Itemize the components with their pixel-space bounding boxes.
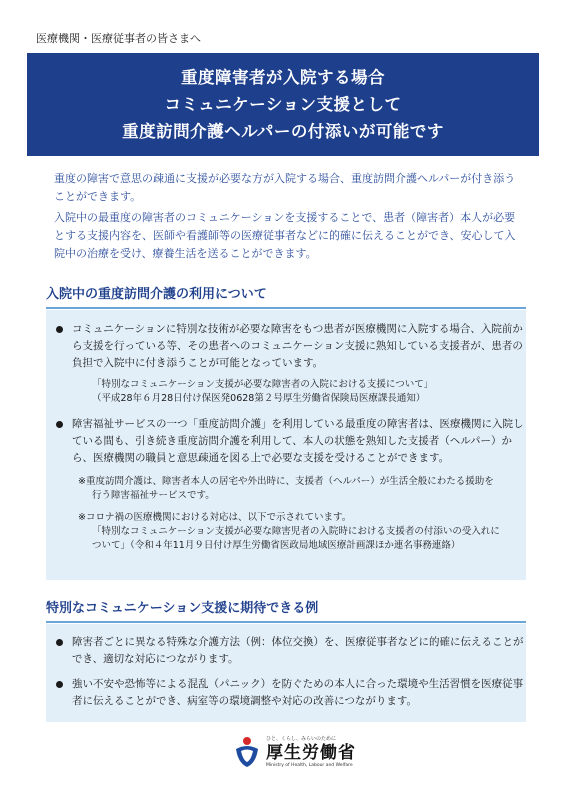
note-2-line-1: ※コロナ禍の医療機関における対応は、以下で示されています。 [78,512,352,523]
section1-bullet-1-text: コミュニケーションに特別な技術が必要な障害をもつ患者が医療機関に入院する場合、入院前から支援を行っている等、その患者へのコミュニケーション支援に熟知している支援者が、患者の負担で入院中に付き添うことが可能となっています。 [72,323,523,369]
title-banner [27,53,539,156]
section1-panel [46,310,526,580]
intro-paragraph-1: 重度の障害で意思の疎通に支援が必要な方が入院する場合、重度訪問介護ヘルパーが付き添うことができます。 [54,172,516,203]
note-1-line-1: ※重度訪問介護は、障害者本人の居宅や外出時に、支援者（ヘルパー）が生活全般にわたる援助を [78,476,494,487]
note-1 [46,475,526,503]
citation-1 [46,378,526,406]
section2-panel [46,624,526,722]
ministry-emblem-icon [232,735,262,769]
bullet-dot-icon [56,639,63,646]
note-2-line-3: ついて」（令和４年11月９日付け厚生労働省医政局地域医療計画課ほか連名事務連絡） [92,540,461,551]
note-2-line-2: 「特別なコミュニケーション支援が必要な障害児者の入院時における支援者の付添いの受入れに [92,526,500,537]
section2-heading: 特別なコミュニケーション支援に期待できる例 [46,597,526,623]
logo-english: Ministry of Health, Labour and Welfare [266,762,353,768]
bullet-dot-icon [56,421,63,428]
title-line-2: コミュニケーション支援として [164,95,402,114]
note-2 [46,511,526,553]
ministry-logo [232,730,356,774]
section1-bullet-2-text: 障害福祉サービスの一つ「重度訪問介護」を利用している最重度の障害者は、医療機関に入院している間も、引き続き重度訪問介護を利用して、本人の状態を熟知した支援者（ヘルパー）から、医療機関の職員と意思疎通を図る上で必要な支援を受けることができます。 [72,418,524,464]
note-1-line-2: 行う障害福祉サービスです。 [92,490,215,501]
section1-bullet-2 [46,416,526,467]
logo-tagline: ひと、くらし、みらいのために [266,735,337,742]
audience-label: 医療機関・医療従事者の皆さまへ [36,32,201,45]
section1-heading: 入院中の重度訪問介護の利用について [46,283,526,309]
section2-bullet-2 [46,676,526,710]
section2-bullet-2-text: 強い不安や恐怖等による混乱（パニック）を防ぐための本人に合った環境や生活習慣を医療従事者に伝えることができ、病室等の環境調整や対応の改善につながります。 [72,678,524,707]
citation-1-source: （平成28年６月28日付け保医発0628第２号厚生労働省保険局医療課長通知） [92,393,426,404]
intro-text [54,170,524,266]
bullet-dot-icon [56,681,63,688]
section2-bullet-1 [46,634,526,668]
intro-paragraph-2: 入院中の最重度の障害者のコミュニケーションを支援することで、患者（障害者）本人が必要とする支援内容を、医師や看護師等の医療従事者などに的確に伝えることができ、安心して入院中の治療を受け、療養生活を送ることができます。 [54,211,516,260]
title-line-3: 重度訪問介護ヘルパーの付添いが可能です [122,122,444,141]
bullet-dot-icon [56,326,63,333]
citation-1-title: 「特別なコミュニケーション支援が必要な障害者の入院における支援について」 [92,379,434,390]
title-line-1: 重度障害者が入院する場合 [181,68,385,87]
logo-name: 厚生労働省 [266,742,356,763]
section2-bullet-1-text: 障害者ごとに異なる特殊な介護方法（例：体位交換）を、医療従事者などに的確に伝えることができ、適切な対応につながります。 [72,636,524,665]
section1-bullet-1 [46,321,526,372]
